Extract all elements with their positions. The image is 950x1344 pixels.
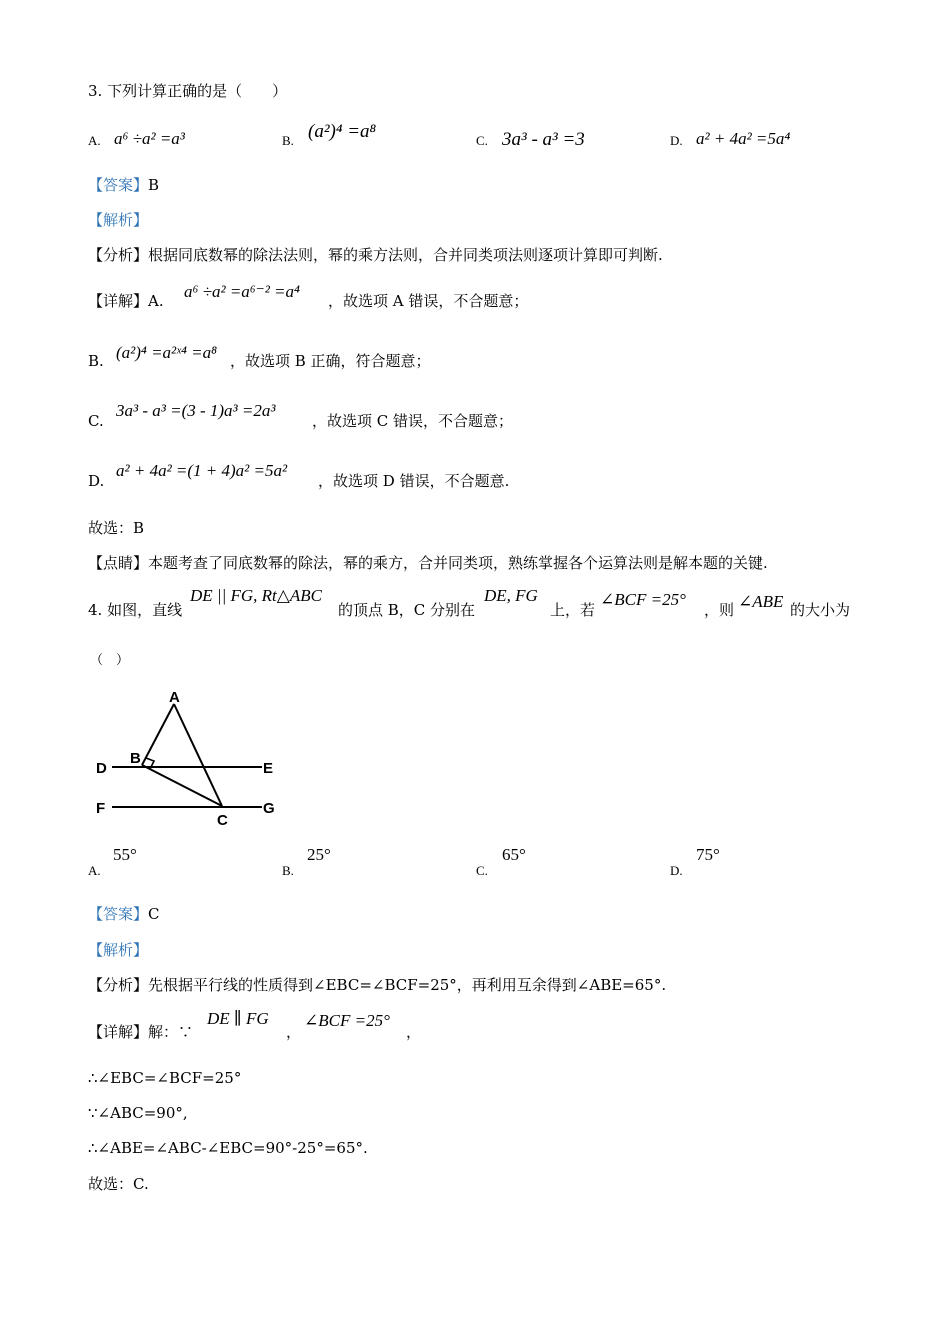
geometry-figure bbox=[92, 688, 282, 834]
q3-detail-b-text: ，故选项 B 正确，符合题意； bbox=[230, 352, 431, 370]
q4-stem-part1: 4. 如图，直线 bbox=[88, 601, 183, 619]
q3-dianjing-text: 本题考查了同底数幂的除法，幂的乘方，合并同类项，熟练掌握各个运算法则是解本题的关键. bbox=[148, 554, 768, 572]
q4-stem-part4: ，则 bbox=[704, 601, 735, 619]
q3-option-d-expr: a² + 4a² =5a⁴ bbox=[696, 129, 791, 148]
q3-detail-a-text: ，故选项 A 错误，不合题意； bbox=[328, 292, 529, 310]
q4-detail-row bbox=[88, 1025, 193, 1040]
q3-stem: 3. 下列计算正确的是（ ） bbox=[88, 82, 288, 100]
q4-analysis-tag: 【解析】 bbox=[88, 941, 149, 959]
q4-detail-tag: 【详解】 bbox=[88, 1023, 149, 1041]
q4-fenxi-text: 先根据平行线的性质得到∠EBC=∠BCF=25°，再利用互余得到∠ABE=65°. bbox=[148, 976, 667, 994]
q4-fenxi-tag: 【分析】 bbox=[88, 976, 149, 994]
point-label-e: E bbox=[263, 760, 274, 777]
q3-detail-d-text: ，故选项 D 错误，不合题意. bbox=[318, 472, 510, 490]
geometry-diagram bbox=[92, 688, 282, 834]
q3-detail-c-expr: 3a³ - a³ =(3 - 1)a³ =2a³ bbox=[116, 401, 276, 420]
q4-option-c-value: 65° bbox=[502, 845, 526, 864]
q4-detail-prefix: 解：∵ bbox=[148, 1023, 194, 1041]
q3-detail-b-expr: (a²)⁴ =a²ˣ⁴ =a⁸ bbox=[116, 343, 217, 362]
q4-detail-end: ， bbox=[406, 1023, 422, 1041]
segment-ac bbox=[174, 704, 222, 806]
q3-option-d-label: D. bbox=[670, 133, 683, 148]
q4-option-a-label: A. bbox=[88, 863, 101, 878]
point-label-g: G bbox=[263, 800, 275, 817]
q4-answer: C bbox=[148, 905, 160, 923]
segment-ab bbox=[142, 704, 174, 765]
q4-stem-expr3: ∠BCF =25° bbox=[600, 590, 686, 609]
q4-detail-expr2: ∠BCF =25° bbox=[304, 1011, 390, 1030]
q3-choose: 故选：B bbox=[88, 519, 145, 537]
q3-detail-d-label: D. bbox=[88, 472, 105, 490]
q4-answer-row bbox=[88, 907, 160, 922]
q4-detail-comma: ， bbox=[286, 1023, 302, 1041]
q4-stem-paren: （ ） bbox=[90, 653, 130, 668]
q3-answer-row bbox=[88, 178, 159, 193]
point-label-a: A bbox=[169, 689, 180, 706]
q3-answer-tag: 【答案】 bbox=[88, 176, 149, 194]
q4-stem-expr1: DE || FG, Rt△ABC bbox=[190, 586, 322, 605]
q4-option-c-label: C. bbox=[476, 863, 488, 878]
q4-choose: 故选：C. bbox=[88, 1175, 149, 1193]
q4-option-b-value: 25° bbox=[307, 845, 331, 864]
point-label-b: B bbox=[130, 750, 141, 767]
q4-line-2: ∵∠ABC=90°, bbox=[88, 1104, 188, 1122]
q3-detail-a-label: A. bbox=[148, 292, 164, 310]
q3-option-a-label: A. bbox=[88, 133, 101, 148]
q3-option-b-expr: (a²)⁴ =a⁸ bbox=[308, 121, 377, 142]
q3-dianjing-tag: 【点睛】 bbox=[88, 554, 149, 572]
q3-fenxi-tag: 【分析】 bbox=[88, 246, 149, 264]
q3-fenxi-row bbox=[88, 248, 663, 263]
q3-analysis-tag: 【解析】 bbox=[88, 211, 149, 229]
q3-detail-d-expr: a² + 4a² =(1 + 4)a² =5a² bbox=[116, 461, 288, 480]
point-label-f: F bbox=[96, 800, 106, 817]
q3-dianjing-row bbox=[88, 556, 768, 571]
q4-option-d-label: D. bbox=[670, 863, 683, 878]
q3-option-c-label: C. bbox=[476, 133, 488, 148]
q4-stem-part2: 的顶点 B，C 分别在 bbox=[338, 601, 476, 619]
point-label-d: D bbox=[96, 760, 107, 777]
q3-option-c-expr: 3a³ - a³ =3 bbox=[502, 129, 585, 150]
q4-answer-tag: 【答案】 bbox=[88, 905, 149, 923]
q4-fenxi-row bbox=[88, 978, 666, 993]
q3-detail-b-label: B. bbox=[88, 352, 104, 370]
q4-stem-expr4: ∠ABE bbox=[738, 592, 784, 611]
q4-stem-part5: 的大小为 bbox=[790, 601, 851, 619]
q4-option-b-label: B. bbox=[282, 863, 294, 878]
q3-answer: B bbox=[148, 176, 160, 194]
q4-option-d-value: 75° bbox=[696, 845, 720, 864]
q3-fenxi-text: 根据同底数幂的除法法则，幂的乘方法则，合并同类项法则逐项计算即可判断. bbox=[148, 246, 663, 264]
q3-detail-c-text: ，故选项 C 错误，不合题意； bbox=[312, 412, 514, 430]
q4-line-1: ∴∠EBC=∠BCF=25° bbox=[88, 1069, 242, 1087]
q3-option-a-expr: a⁶ ÷a² =a³ bbox=[114, 129, 185, 148]
segment-bc bbox=[142, 765, 222, 806]
point-label-c: C bbox=[217, 812, 228, 829]
q4-option-a-value: 55° bbox=[113, 845, 137, 864]
q4-stem-part3: 上，若 bbox=[550, 601, 596, 619]
q3-option-b-label: B. bbox=[282, 133, 294, 148]
q4-line-3: ∴∠ABE=∠ABC-∠EBC=90°-25°=65°. bbox=[88, 1139, 368, 1157]
q3-detail-c-label: C. bbox=[88, 412, 104, 430]
q3-detail-a-expr: a⁶ ÷a² =a⁶⁻² =a⁴ bbox=[184, 282, 300, 301]
q3-detail-tag: 【详解】 bbox=[88, 292, 149, 310]
q4-stem-expr2: DE, FG bbox=[484, 586, 538, 605]
q3-detail-a-row bbox=[88, 294, 164, 309]
q4-detail-expr1: DE ∥ FG bbox=[207, 1009, 269, 1028]
